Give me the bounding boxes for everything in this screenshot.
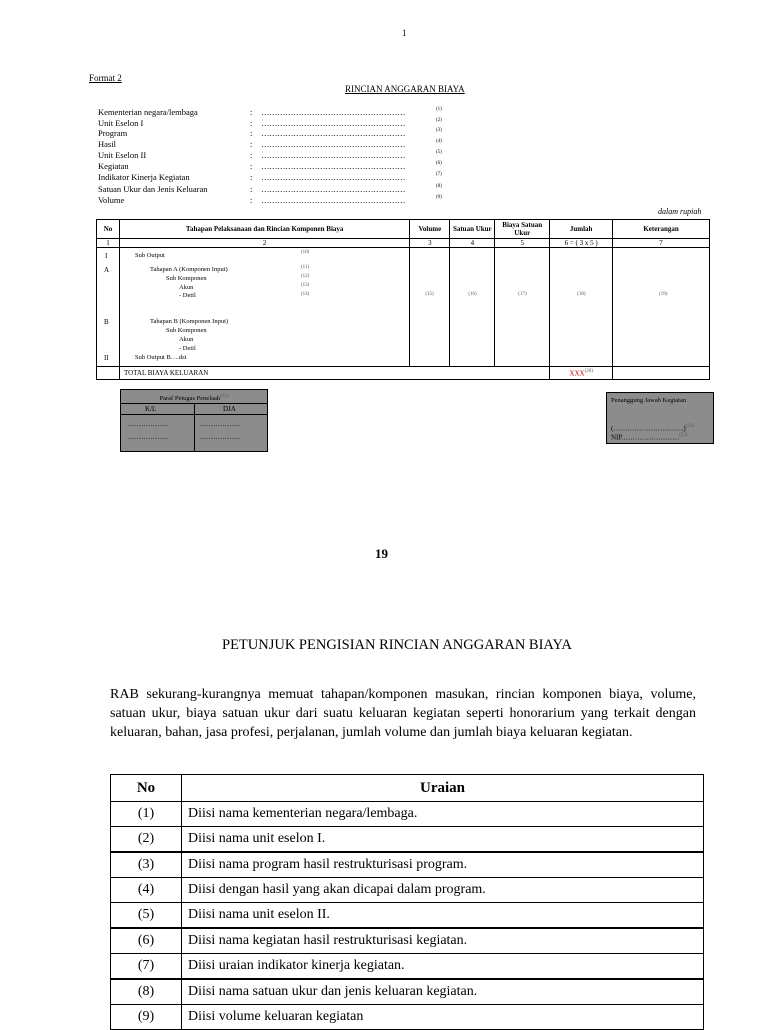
col-index: 2 <box>119 239 409 248</box>
table-row <box>111 878 704 903</box>
col-header: Keterangan <box>613 220 710 239</box>
total-empty-cell <box>97 367 120 380</box>
total-value: XXX <box>569 369 585 378</box>
petunjuk-header-row <box>111 775 704 802</box>
field-label: Volume <box>98 195 125 205</box>
row-text: Diisi nama kegiatan hasil restrukturisasi kegiatan. <box>182 928 704 954</box>
field-ref: (1) <box>436 107 442 112</box>
petunjuk-col-uraian: Uraian <box>182 775 704 802</box>
field-dots: ……………………………………………… <box>261 172 405 182</box>
table-row <box>111 954 704 980</box>
col-index: 4 <box>450 239 495 248</box>
col-ref: (17) <box>518 292 527 297</box>
item-ref: (10) <box>300 250 310 255</box>
col-index: 3 <box>410 239 450 248</box>
table-header-row <box>97 220 710 239</box>
col-header: Tahapan Pelaksanaan dan Rincian Komponen Biaya <box>119 220 409 239</box>
paraf-title: Paraf Petugas Penelaah <box>159 395 221 403</box>
field-row <box>98 107 458 118</box>
total-empty-cell <box>613 367 710 380</box>
item-ref: (11) <box>300 265 310 270</box>
field-colon: : <box>250 128 253 138</box>
row-text: Diisi uraian indikator kinerja kegiatan. <box>182 954 704 980</box>
paraf-dots: ……………… <box>127 420 169 428</box>
row-number: B <box>104 318 109 326</box>
row-text: Diisi volume keluaran kegiatan <box>182 1005 704 1030</box>
penanggung-title: Penanggung Jawab Kegiatan <box>611 397 687 404</box>
field-ref: (6) <box>436 161 442 166</box>
field-dots: ……………………………………………… <box>261 161 405 171</box>
volume-cell <box>410 248 450 367</box>
row-no: (9) <box>111 1005 182 1030</box>
table-row <box>111 1005 704 1030</box>
field-dots: ……………………………………………… <box>261 128 405 138</box>
item-ref: (14) <box>300 292 310 297</box>
field-colon: : <box>250 118 253 128</box>
item-akun-b: Akun <box>178 336 194 343</box>
row-text: Diisi nama unit eselon II. <box>182 903 704 929</box>
field-ref: (3) <box>436 128 442 133</box>
petunjuk-col-no: No <box>111 775 182 802</box>
penanggung-nip <box>611 433 688 441</box>
field-ref: (2) <box>436 118 442 123</box>
field-colon: : <box>250 161 253 171</box>
col-ref: (18) <box>577 292 586 297</box>
field-colon: : <box>250 184 253 194</box>
total-ref: (20) <box>584 368 593 374</box>
col-index: 1 <box>97 239 120 248</box>
field-row <box>98 184 458 195</box>
row-text: Diisi nama unit eselon I. <box>182 827 704 853</box>
total-label: TOTAL BIAYA KELUARAN <box>119 367 549 380</box>
rab-table <box>96 219 710 380</box>
col-header: Biaya Satuan Ukur <box>495 220 550 239</box>
row-number: II <box>104 354 109 362</box>
paraf-box <box>120 389 268 452</box>
paraf-divider <box>194 404 195 451</box>
field-row <box>98 150 458 161</box>
field-ref: (9) <box>436 195 442 200</box>
paraf-title-row <box>121 390 267 404</box>
item-akun-a: Akun <box>178 284 194 291</box>
page-number-top: 1 <box>402 28 407 38</box>
item-sub-output: Sub Output <box>134 252 165 259</box>
paraf-dots: ……………… <box>199 433 241 441</box>
col-header: Jumlah <box>550 220 613 239</box>
item-tahapan-b: Tahapan B (Komponen Input) <box>149 318 229 325</box>
row-no: (7) <box>111 954 182 980</box>
penanggung-name-line: (…………………………) <box>611 424 686 433</box>
field-colon: : <box>250 172 253 182</box>
table-row <box>111 852 704 878</box>
col-index: 7 <box>613 239 710 248</box>
satuan-cell <box>450 248 495 367</box>
item-ref: (12) <box>300 274 310 279</box>
field-dots: ……………………………………………… <box>261 150 405 160</box>
penanggung-nip-ref: (23) <box>679 433 688 438</box>
keterangan-cell <box>613 248 710 367</box>
item-sub-komponen-a: Sub Komponen <box>165 275 207 282</box>
field-dots: ……………………………………………… <box>261 107 405 117</box>
row-no: (4) <box>111 878 182 903</box>
penanggung-name-ref: (22) <box>685 424 695 429</box>
table-row <box>111 903 704 929</box>
row-number: I <box>105 252 108 260</box>
biaya-cell <box>495 248 550 367</box>
field-label: Hasil <box>98 139 116 149</box>
table-body-row <box>97 248 710 367</box>
table-total-row <box>97 367 710 380</box>
petunjuk-table <box>110 774 704 1030</box>
field-row <box>98 139 458 150</box>
form-title: RINCIAN ANGGARAN BIAYA <box>345 84 465 94</box>
petunjuk-title: PETUNJUK PENGISIAN RINCIAN ANGGARAN BIAYA <box>222 637 572 653</box>
petunjuk-paragraph: RAB sekurang-kurangnya memuat tahapan/komponen masukan, rincian komponen biaya, volume, satuan ukur, biaya satuan ukur dari suatu keluaran kegiatan seperti honorarium yang terkait dengan keluaran, bahan, jasa profesi, perjalanan, jumlah volume dan jumlah biaya keluaran kegiatan. <box>110 687 696 740</box>
table-index-row <box>97 239 710 248</box>
col-ref: (15) <box>425 292 434 297</box>
field-label: Kementerian negara/lembaga <box>98 107 198 117</box>
item-detil-a: - Detil <box>178 292 196 299</box>
row-text: Diisi nama program hasil restrukturisasi program. <box>182 852 704 878</box>
item-detil-b: - Detil <box>178 345 196 352</box>
field-colon: : <box>250 150 253 160</box>
row-numbers-cell <box>97 248 120 367</box>
field-ref: (8) <box>436 184 442 189</box>
row-no: (5) <box>111 903 182 929</box>
row-no: (6) <box>111 928 182 954</box>
field-ref: (7) <box>436 172 442 177</box>
field-row <box>98 128 458 139</box>
row-number: A <box>104 266 110 274</box>
row-no: (3) <box>111 852 182 878</box>
field-label: Program <box>98 128 128 138</box>
table-row <box>111 928 704 954</box>
item-sub-output-b: Sub Output B….dst <box>134 354 187 361</box>
jumlah-cell <box>550 248 613 367</box>
total-value-cell <box>550 367 613 380</box>
row-text: Diisi nama satuan ukur dan jenis keluaran kegiatan. <box>182 979 704 1005</box>
table-row <box>111 979 704 1005</box>
field-row <box>98 172 458 183</box>
table-row <box>111 827 704 853</box>
row-text: Diisi dengan hasil yang akan dicapai dalam program. <box>182 878 704 903</box>
row-no: (1) <box>111 802 182 827</box>
row-text: Diisi nama kementerian negara/lembaga. <box>182 802 704 827</box>
col-header: Volume <box>410 220 450 239</box>
items-cell <box>119 248 409 367</box>
field-dots: ……………………………………………… <box>261 118 405 128</box>
paraf-dots: ……………… <box>127 433 169 441</box>
col-header: No <box>97 220 120 239</box>
col-index: 5 <box>495 239 550 248</box>
field-dots: ……………………………………………… <box>261 184 405 194</box>
row-no: (2) <box>111 827 182 853</box>
field-ref: (5) <box>436 150 442 155</box>
paraf-col-dja: DJA <box>223 405 236 413</box>
field-row <box>98 161 458 172</box>
field-row <box>98 195 458 206</box>
field-label: Unit Eselon II <box>98 150 147 160</box>
col-index: 6 = ( 3 x 5 ) <box>550 239 613 248</box>
col-ref: (16) <box>468 292 477 297</box>
row-no: (8) <box>111 979 182 1005</box>
field-label: Satuan Ukur dan Jenis Keluaran <box>98 184 208 194</box>
col-ref: (19) <box>659 292 668 297</box>
field-label: Unit Eselon I <box>98 118 144 128</box>
paraf-dots: ……………… <box>199 420 241 428</box>
col-header: Satuan Ukur <box>450 220 495 239</box>
field-ref: (4) <box>436 139 442 144</box>
field-label: Kegiatan <box>98 161 129 171</box>
paraf-col-kl: K/L <box>145 405 157 413</box>
field-colon: : <box>250 107 253 117</box>
item-sub-komponen-b: Sub Komponen <box>165 327 207 334</box>
paraf-ref: (21) <box>220 394 229 399</box>
field-colon: : <box>250 195 253 205</box>
page-number-19: 19 <box>375 546 388 561</box>
field-dots: ……………………………………………… <box>261 139 405 149</box>
penanggung-name <box>611 424 694 432</box>
item-tahapan-a: Tahapan A (Komponen Input) <box>149 266 228 273</box>
penanggung-nip-line: NIP.…………………… <box>611 433 680 442</box>
item-ref: (13) <box>300 283 310 288</box>
penanggung-box <box>606 392 714 444</box>
currency-note: dalam rupiah <box>658 207 702 216</box>
field-colon: : <box>250 139 253 149</box>
field-dots: ……………………………………………… <box>261 195 405 205</box>
field-label: Indikator Kinerja Kegiatan <box>98 172 190 182</box>
format-label: Format 2 <box>89 73 122 83</box>
table-row <box>111 802 704 827</box>
